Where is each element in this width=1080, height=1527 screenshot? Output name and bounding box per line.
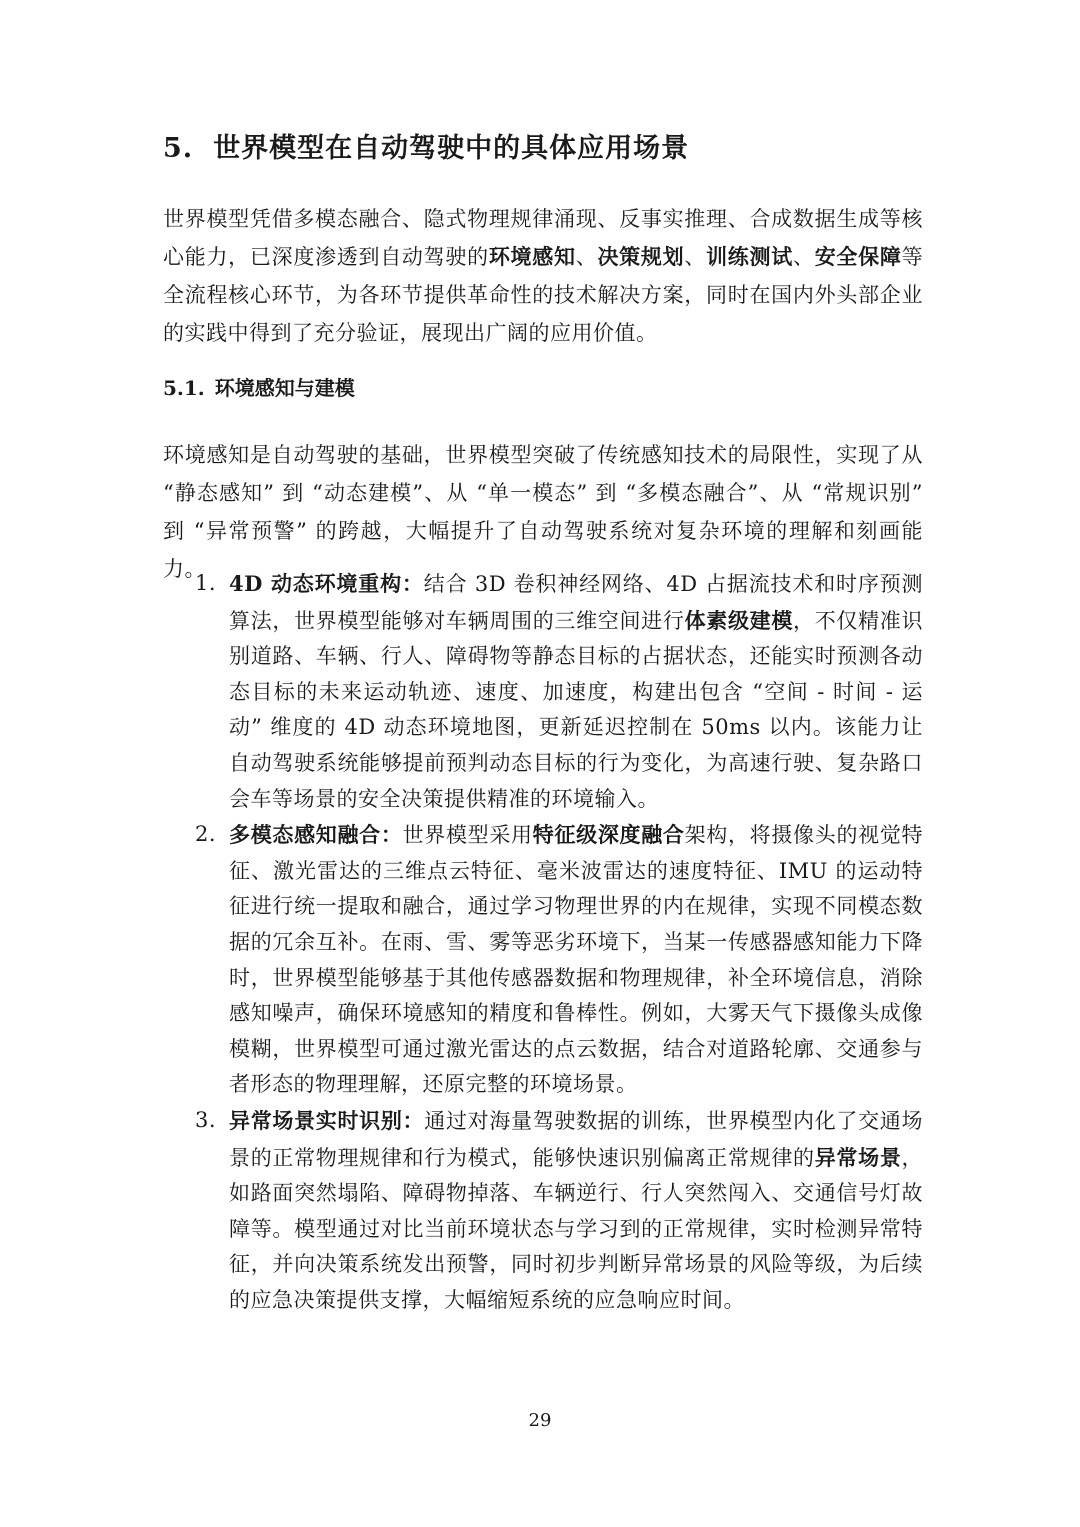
item-text: 架构，将摄像头的视觉特征、激光雷达的三维点云特征、毫米波雷达的速度特征、IMU 的运动特征进行统一提取和融合，通过学习物理世界的内在规律，实现不同模态数据的冗余互补。在雨、雪、雾等恶劣环境下，当某一传感器感知能力下降时，世界模型能够基于其他传感器数据和物理规律，补全环境信息，消除感知噪声，确保环境感知的精度和鲁棒性。例如，大雾天气下摄像头成像模糊，世界模型可通过激光雷达的点云数据，结合对道路轮廓、交通参与者形态的物理理解，还原完整的环境场景。 — [229, 823, 924, 1097]
intro-bold-term: 环境感知 — [488, 244, 576, 269]
intro-bold-term: 安全保障 — [814, 244, 902, 269]
list-item — [195, 1103, 923, 1319]
list-item — [195, 566, 923, 817]
section-number: 5. — [163, 133, 194, 164]
intro-bold-term: 训练测试 — [706, 244, 793, 269]
intro-separator: 、 — [684, 245, 707, 269]
intro-text: 等全流程核心环节，为各环节提供革命性的技术解决方案，同时在国内外头部企业的实践中得到了充分验证，展现出广阔的应用价值。 — [163, 245, 924, 345]
intro-separator: 、 — [792, 245, 815, 269]
numbered-list — [195, 566, 923, 1318]
item-text: 通过对海量驾驶数据的训练，世界模型内化了交通场景的正常物理规律和行为模式，能够快速识别偏离正常规律的 — [229, 1108, 924, 1170]
intro-separator: 、 — [575, 245, 598, 269]
item-label: 多模态感知融合： — [229, 822, 403, 848]
item-bold-term: 体素级建模 — [684, 607, 794, 633]
section-heading — [163, 126, 689, 165]
section-title: 世界模型在自动驾驶中的具体应用场景 — [213, 133, 690, 164]
list-marker: 2. — [195, 822, 217, 847]
list-marker: 1. — [195, 571, 217, 595]
intro-bold-term: 决策规划 — [597, 244, 685, 269]
item-text: ，如路面突然塌陷、障碍物掉落、车辆逆行、行人突然闯入、交通信号灯故障等。模型通过对比当前环境状态与学习到的正常规律，实时检测异常特征，并向决策系统发出预警，同时初步判断异常场景的风险等级，为后续的应急决策提供支撑，大幅缩短系统的应急响应时间。 — [229, 1145, 924, 1312]
item-text: ，不仅精准识别道路、车辆、行人、障碍物等静态目标的占据状态，还能实时预测各动态目标的未来运动轨迹、速度、加速度，构建出包含 “空间 - 时间 - 运动” 维度的 4D 动态环境地图，更新延迟控制在 50ms 以内。该能力让自动驾驶系统能够提前预判动态目标的行为变化，为高速行驶、复杂路口会车等场景的安全决策提供精准的环境输入。 — [229, 608, 923, 811]
subsection-title: 环境感知与建模 — [214, 376, 355, 400]
page-number: 29 — [528, 1410, 552, 1431]
item-label: 异常场景实时识别： — [229, 1107, 425, 1133]
subsection-heading — [163, 372, 355, 401]
item-text: 结合 3D 卷积神经网络、4D 占据流技术和时序预测算法，世界模型能够对车辆周围的三维空间进行 — [229, 572, 924, 633]
item-label: 4D 动态环境重构： — [229, 571, 424, 596]
subsection-number: 5.1. — [163, 376, 205, 400]
intro-paragraph — [163, 200, 923, 352]
item-bold-term: 异常场景 — [814, 1144, 902, 1170]
list-item — [195, 817, 923, 1103]
item-text: 世界模型采用 — [402, 823, 533, 848]
intro-text: 世界模型凭借多模态融合、隐式物理规律涌现、反事实推理、合成数据生成等核心能力，已深度渗透到自动驾驶的 — [163, 207, 923, 269]
list-marker: 3. — [195, 1107, 217, 1132]
item-bold-term: 特征级深度融合 — [532, 822, 685, 848]
section-paragraph: 环境感知是自动驾驶的基础，世界模型突破了传统感知技术的局限性，实现了从 “静态感知” 到 “动态建模”、从 “单一模态” 到 “多模态融合”、从 “常规识别” 到 “异常预警” 的跨越，大幅提升了自动驾驶系统对复杂环境的理解和刻画能力。 — [163, 443, 923, 581]
